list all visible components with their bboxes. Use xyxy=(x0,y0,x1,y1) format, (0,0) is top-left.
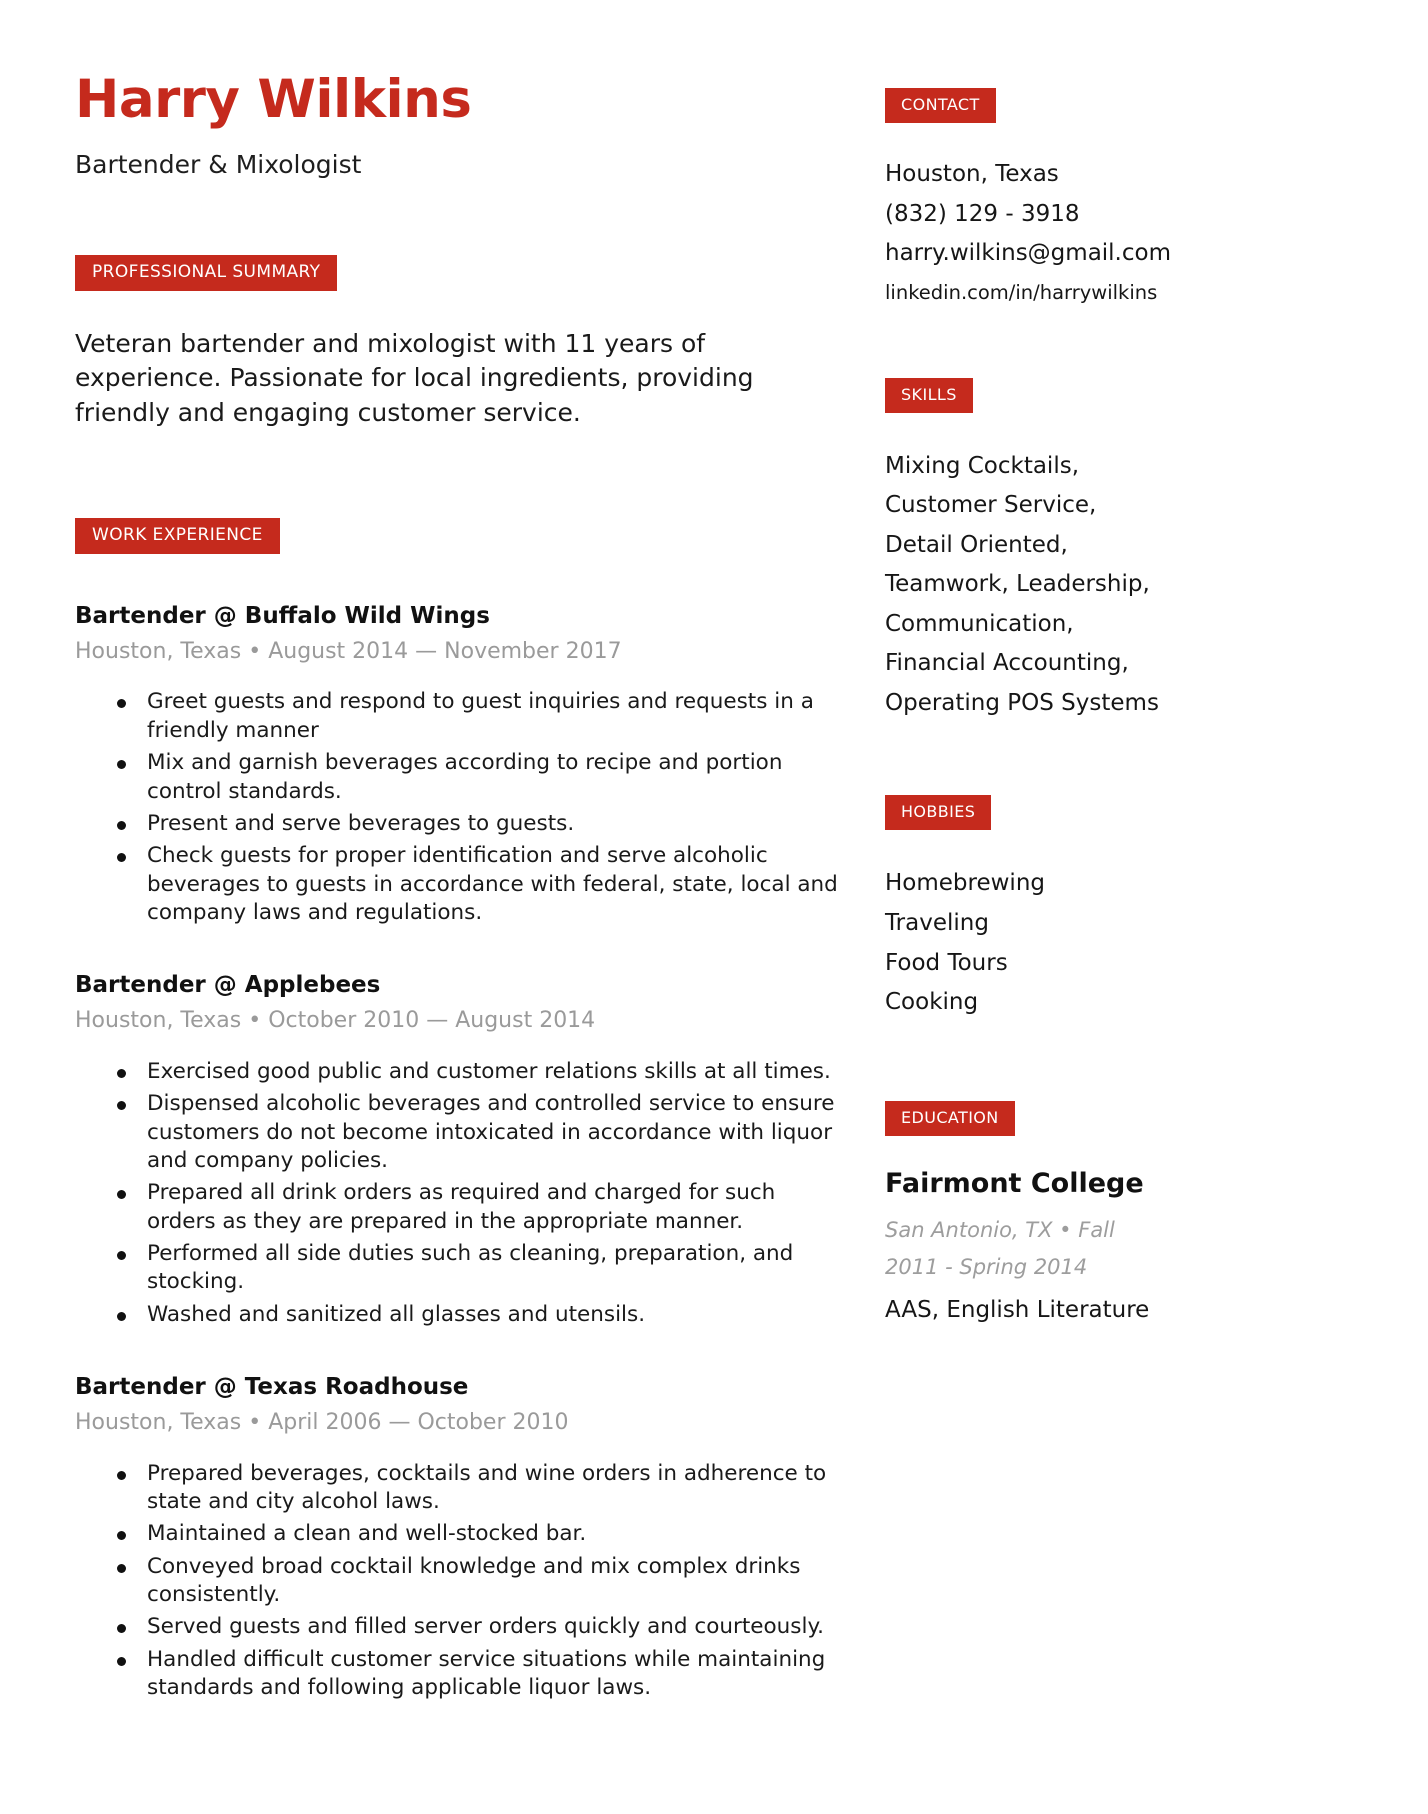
skill-item: Customer Service, xyxy=(885,492,1097,519)
job-bullet: Present and serve beverages to guests. xyxy=(75,810,845,838)
hobby-item: Traveling xyxy=(885,910,989,937)
professional-summary-text: Veteran bartender and mixologist with 11 years of experience. Passionate for local ingredients, providing friendly and engaging customer service. xyxy=(75,328,754,427)
job-title: Bartender @ Texas Roadhouse xyxy=(75,1374,469,1401)
hobby-item: Cooking xyxy=(885,989,979,1016)
candidate-name: Harry Wilkins xyxy=(75,69,472,130)
education-section xyxy=(885,1101,1388,1326)
job-bullet: Prepared all drink orders as required and charged for such orders as they are prepared in the appropriate manner. xyxy=(75,1179,845,1236)
job-bullet: Served guests and filled server orders quickly and courteously. xyxy=(75,1613,845,1641)
skills-heading: SKILLS xyxy=(885,378,973,413)
job-bullet: Dispensed alcoholic beverages and controlled service to ensure customers do not become intoxicated in accordance with liquor and company policies. xyxy=(75,1090,845,1175)
skill-item: Operating POS Systems xyxy=(885,689,1159,716)
job-bullet: Handled difficult customer service situations while maintaining standards and following applicable liquor laws. xyxy=(75,1646,845,1703)
job-bullet: Washed and sanitized all glasses and utensils. xyxy=(75,1301,845,1329)
skill-item: Communication, xyxy=(885,610,1074,637)
job-bullet: Mix and garnish beverages according to recipe and portion control standards. xyxy=(75,749,845,806)
candidate-job-title: Bartender & Mixologist xyxy=(75,149,362,179)
job-meta: Houston, Texas • August 2014 — November 2017 xyxy=(75,638,622,664)
job-meta: Houston, Texas • April 2006 — October 2010 xyxy=(75,1409,569,1435)
job-bullet: Conveyed broad cocktail knowledge and mix complex drinks consistently. xyxy=(75,1553,845,1610)
contact-location: Houston, Texas xyxy=(885,161,1059,187)
hobby-item: Homebrewing xyxy=(885,870,1046,897)
job-entry xyxy=(75,602,845,927)
job-bullet: Exercised good public and customer relations skills at all times. xyxy=(75,1058,845,1086)
job-bullet: Greet guests and respond to guest inquiries and requests in a friendly manner xyxy=(75,688,845,745)
job-meta: Houston, Texas • October 2010 — August 2014 xyxy=(75,1008,596,1034)
professional-summary-section xyxy=(75,255,845,431)
skill-item: Detail Oriented, xyxy=(885,531,1068,558)
job-bullet-list xyxy=(75,688,845,927)
education-degree: AAS, English Literature xyxy=(885,1296,1150,1323)
contact-section xyxy=(885,88,1388,312)
sidebar-column xyxy=(845,0,1428,1326)
skill-item: Teamwork, Leadership, xyxy=(885,571,1150,598)
hobbies-list xyxy=(885,864,1388,1022)
education-meta: San Antonio, TX • Fall 2011 - Spring 2014 xyxy=(885,1218,1115,1279)
job-bullet: Check guests for proper identification and serve alcoholic beverages to guests in accordance with federal, state, local and company laws and regulations. xyxy=(75,842,845,927)
job-bullet: Performed all side duties such as cleaning, preparation, and stocking. xyxy=(75,1240,845,1297)
education-entry xyxy=(885,1168,1388,1326)
work-experience-heading: WORK EXPERIENCE xyxy=(75,518,280,554)
job-entry xyxy=(75,1373,845,1702)
job-bullet: Maintained a clean and well-stocked bar. xyxy=(75,1520,845,1548)
job-title: Bartender @ Applebees xyxy=(75,972,381,999)
contact-list xyxy=(885,155,1388,312)
skills-section xyxy=(885,378,1388,724)
work-experience-section xyxy=(75,518,845,1702)
hobby-item: Food Tours xyxy=(885,949,1008,976)
contact-phone[interactable]: (832) 129 - 3918 xyxy=(885,200,1080,227)
job-bullet: Prepared beverages, cocktails and wine orders in adherence to state and city alcohol laws. xyxy=(75,1460,845,1517)
hobbies-section xyxy=(885,795,1388,1022)
professional-summary-heading: PROFESSIONAL SUMMARY xyxy=(75,255,337,291)
skill-item: Mixing Cocktails, xyxy=(885,452,1080,479)
skills-list xyxy=(885,447,1388,724)
hobbies-heading: HOBBIES xyxy=(885,795,991,830)
contact-heading: CONTACT xyxy=(885,88,996,123)
contact-email[interactable]: harry.wilkins@gmail.com xyxy=(885,240,1171,267)
contact-linkedin[interactable]: linkedin.com/in/harrywilkins xyxy=(885,280,1158,304)
job-entry xyxy=(75,971,845,1329)
job-bullet-list xyxy=(75,1460,845,1703)
skill-item: Financial Accounting, xyxy=(885,650,1129,677)
job-bullet-list xyxy=(75,1058,845,1329)
education-school: Fairmont College xyxy=(885,1167,1144,1199)
education-heading: EDUCATION xyxy=(885,1101,1015,1136)
job-title: Bartender @ Buffalo Wild Wings xyxy=(75,603,490,630)
